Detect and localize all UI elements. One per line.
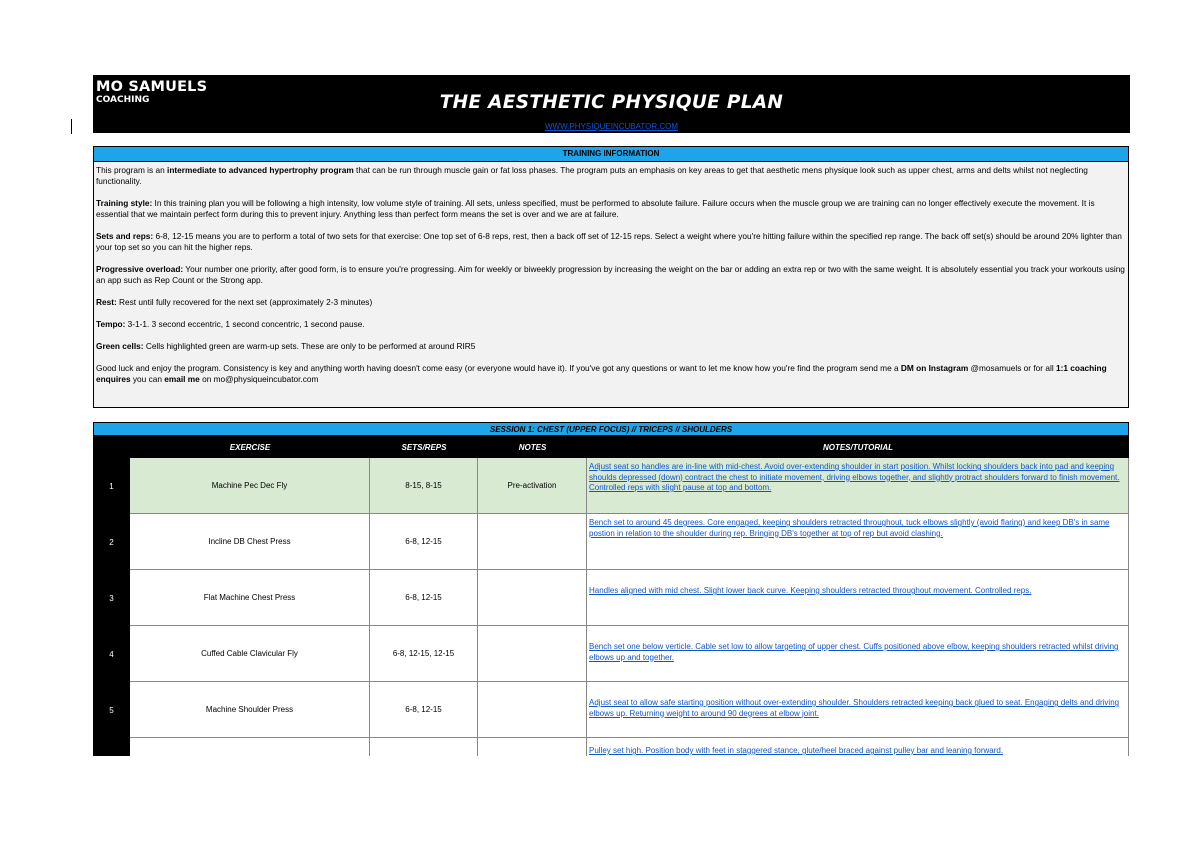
closing-text-end: on mo@physiqueincubator.com [199, 374, 319, 384]
tutorial-cell [587, 738, 1129, 756]
page-header [93, 75, 1130, 133]
row-number [93, 738, 130, 756]
column-header-row [93, 436, 1129, 458]
row-number: 2 [93, 514, 130, 570]
sets-reps: 6-8, 12-15 [370, 682, 478, 738]
exercise-name: Cuffed Cable Clavicular Fly [130, 626, 370, 682]
logo-sub: COACHING [96, 95, 150, 105]
green-cells-paragraph [96, 341, 1125, 352]
tutorial-link[interactable]: Pulley set high. Position body with feet in staggered stance, glute/heel braced against pulley bar and leaning forward. [589, 746, 1004, 755]
tutorial-link[interactable]: Bench set to around 45 degrees. Core engaged, keeping shoulders retracted throughout, tuck elbows slightly (avoid flaring) and keep DB's in same postion in relation to the shoulder during rep. Bringing DB's together at top of rep but avoid clashing. [589, 518, 1110, 538]
notes [478, 514, 587, 570]
sets-reps-label: Sets and reps: [96, 231, 154, 241]
training-style-paragraph [96, 198, 1125, 220]
training-information-panel [93, 146, 1129, 408]
closing-text: Good luck and enjoy the program. Consistency is key and anything worth having doesn't come easy (or everyone would have it). If you've got any questions or want to let me know how you're find the program send me a [96, 363, 901, 373]
notes [478, 570, 587, 626]
table-row [93, 570, 1129, 626]
overload-text: Your number one priority, after good form, is to ensure you're progressing. Aim for weekly or biweekly progression by increasing the weight on the bar or adding an extra rep or two with the same weight. It is absolutely essential you track your workouts using an app such as Rep Count or the Strong app. [96, 264, 1125, 285]
overload-paragraph [96, 264, 1125, 286]
notes [478, 738, 587, 756]
tempo-text: 3-1-1. 3 second eccentric, 1 second concentric, 1 second pause. [125, 319, 365, 329]
training-style-label: Training style: [96, 198, 153, 208]
exercise-name: Incline DB Chest Press [130, 514, 370, 570]
notes: Pre-activation [478, 458, 587, 514]
tutorial-cell [587, 458, 1129, 514]
row-number: 1 [93, 458, 130, 514]
closing-text-mid: @mosamuels or for all [968, 363, 1056, 373]
session-title: SESSION 1: CHEST (UPPER FOCUS) // TRICEPS // SHOULDERS [93, 422, 1129, 436]
table-row [93, 738, 1129, 756]
closing-coaching: 1:1 coaching enquires [96, 363, 1107, 384]
rest-label: Rest: [96, 297, 117, 307]
exercise-name: Machine Pec Dec Fly [130, 458, 370, 514]
table-row [93, 514, 1129, 570]
training-information-body [94, 162, 1128, 385]
sets-reps-text: 6-8, 12-15 means you are to perform a total of two sets for that exercise: One top set of 6-8 reps, rest, then a back off set of 12-15 reps. Select a weight where you're hitting failure within the specified rep range. The back off set(s) should be around 20% lighter than your top set so you can hit the higher reps. [96, 231, 1122, 252]
intro-bold: intermediate to advanced hypertrophy program [167, 165, 354, 175]
overload-label: Progressive overload: [96, 264, 184, 274]
tutorial-link[interactable]: Adjust seat so handles are in-line with mid-chest. Avoid over-extending shoulder in start position. Whilst locking shoulders back into pad and keeping shoulds depressed (down) contract the chest to initiate movement, driving elbows together, and slightly protract shoulders forward to finish movement. Controlled reps with slight pause at top and bottom. [589, 462, 1120, 492]
column-sets-reps: SETS/REPS [401, 443, 447, 452]
tutorial-cell [587, 626, 1129, 682]
tutorial-link[interactable]: Handles aligned with mid chest. Slight lower back curve. Keeping shoulders retracted throughout movement. Controlled reps. [589, 586, 1032, 595]
green-cells-text: Cells highlighted green are warm-up sets. These are only to be performed at around RIR5 [143, 341, 476, 351]
page-title: THE AESTHETIC PHYSIQUE PLAN [439, 92, 784, 113]
closing-paragraph [96, 363, 1125, 385]
tutorial-cell [587, 570, 1129, 626]
row-number: 4 [93, 626, 130, 682]
sets-reps: 6-8, 12-15 [370, 570, 478, 626]
sets-reps: 6-8, 12-15 [370, 514, 478, 570]
notes [478, 626, 587, 682]
sets-reps: 6-8, 12-15, 12-15 [370, 626, 478, 682]
tempo-paragraph [96, 319, 1125, 330]
sets-reps [370, 738, 478, 756]
closing-text-mid2: you can [130, 374, 165, 384]
table-row [93, 682, 1129, 738]
closing-dm: DM on Instagram [900, 363, 969, 373]
exercise-name: Flat Machine Chest Press [130, 570, 370, 626]
column-tutorial: NOTES/TUTORIAL [822, 443, 894, 452]
rest-paragraph [96, 297, 1125, 308]
intro-text-end: that can be run through muscle gain or fat loss phases. The program puts an emphasis on key areas to get that aesthetic mens physique look such as upper chest, arms and delts whilst not neglecting functionality. [96, 165, 1088, 186]
table-row [93, 458, 1129, 514]
exercise-name [130, 738, 370, 756]
column-notes: NOTES [518, 443, 547, 452]
sets-reps-paragraph [96, 231, 1125, 253]
closing-email: email me [164, 374, 200, 384]
training-information-header: TRAINING INFORMATION [94, 147, 1128, 162]
green-cells-label: Green cells: [96, 341, 144, 351]
sets-reps: 8-15, 8-15 [370, 458, 478, 514]
intro-text: This program is an [96, 165, 168, 175]
text-cursor [71, 119, 72, 134]
row-number: 5 [93, 682, 130, 738]
notes [478, 682, 587, 738]
tutorial-cell [587, 514, 1129, 570]
rest-text: Rest until fully recovered for the next set (approximately 2-3 minutes) [116, 297, 373, 307]
exercise-name: Machine Shoulder Press [130, 682, 370, 738]
tutorial-cell [587, 682, 1129, 738]
tempo-label: Tempo: [96, 319, 126, 329]
tutorial-link[interactable]: Adjust seat to allow safe starting position without over-extending shoulder. Shoulders retracted keeping back glued to seat. Engaging delts and driving elbows up. Returning weight to around 90 degrees at elbow joint. [589, 698, 1120, 718]
table-row [93, 626, 1129, 682]
session-table [93, 422, 1129, 756]
tutorial-link[interactable]: Bench set one below verticle. Cable set low to allow targeting of upper chest. Cuffs positioned above elbow, keeping shoulders retracted whilst driving elbows up and together. [589, 642, 1119, 662]
training-style-text: In this training plan you will be following a high intensity, low volume style of training. All sets, unless specified, must be performed to absolute failure. Failure occurs when the muscle group we are training can no longer effectively execute the movement. It is essential that we maintain perfect form during this to prevent injury. Anything less than perfect form means the set is over and we are at failure. [96, 198, 1095, 219]
column-exercise: EXERCISE [229, 443, 271, 452]
logo-main: MO SAMUELS [96, 79, 208, 95]
website-link[interactable]: WWW.PHYSIQUEINCUBATOR.COM [544, 122, 679, 131]
row-number: 3 [93, 570, 130, 626]
intro-paragraph [96, 165, 1125, 187]
